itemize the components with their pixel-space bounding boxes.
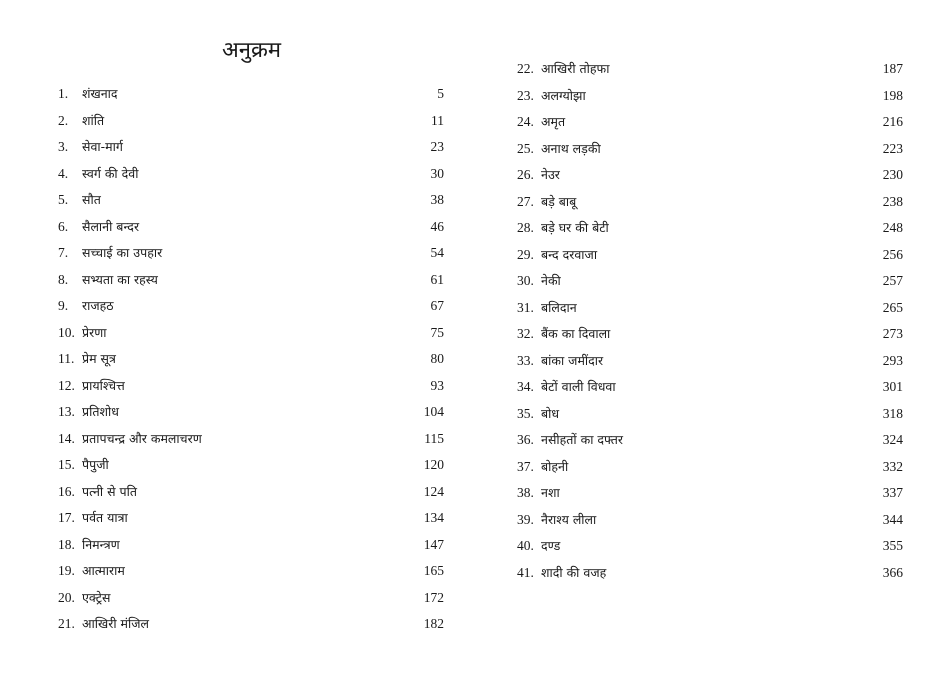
entry-number: 39. [517, 511, 534, 527]
entry-title: सभ्यता का रहस्य [82, 271, 158, 287]
entry-number: 12. [58, 377, 75, 393]
toc-entry [517, 192, 903, 219]
entry-page-number: 198 [882, 87, 903, 103]
entry-page-number: 134 [423, 510, 444, 525]
entry-title: पर्वत यात्रा [82, 510, 128, 525]
toc-entry [58, 296, 444, 323]
entry-page-number: 38 [430, 192, 444, 207]
toc-entry [517, 536, 903, 563]
toc-entry [517, 430, 903, 457]
entry-page-number: 165 [423, 563, 444, 578]
entry-page-number: 265 [882, 299, 903, 315]
page-title: अनुक्रम [222, 38, 282, 63]
entry-page-number: 187 [882, 61, 903, 76]
entry-page-number: 238 [882, 193, 903, 209]
entry-page-number: 23 [430, 139, 444, 154]
entry-number: 17. [58, 510, 75, 525]
entry-number: 1. [58, 86, 69, 101]
entry-page-number: 355 [882, 538, 903, 553]
entry-page-number: 257 [882, 273, 903, 288]
entry-title: अनाथ लड़की [541, 140, 601, 156]
toc-entry [517, 510, 903, 537]
entry-title: शादी की वजह [541, 564, 607, 580]
entry-title: बांका जमींदार [541, 352, 604, 368]
entry-page-number: 172 [423, 589, 444, 605]
entry-number: 26. [517, 167, 534, 182]
toc-entry [517, 563, 903, 590]
entry-number: 11. [58, 351, 75, 366]
toc-entry [517, 112, 903, 139]
entry-title: नेउर [541, 167, 560, 182]
entry-page-number: 54 [430, 245, 444, 260]
entry-number: 36. [517, 432, 534, 447]
entry-page-number: 216 [882, 114, 903, 129]
toc-entry [58, 164, 444, 191]
entry-title: राजहठ [82, 298, 114, 313]
entry-number: 30. [517, 273, 534, 288]
entry-page-number: 230 [882, 167, 903, 182]
entry-page-number: 248 [882, 220, 903, 235]
entry-title: बैंक का दिवाला [541, 326, 611, 341]
entry-title: बोहनी [541, 458, 569, 474]
entry-title: अमृत [541, 114, 566, 129]
entry-number: 21. [58, 616, 75, 631]
entry-number: 4. [58, 165, 69, 181]
toc-entry [58, 270, 444, 297]
entry-title: पत्नी से पति [82, 483, 137, 499]
entry-number: 5. [58, 192, 69, 207]
toc-entry [517, 59, 903, 86]
entry-page-number: 337 [882, 485, 903, 500]
entry-page-number: 5 [437, 86, 444, 101]
entry-number: 9. [58, 298, 69, 313]
toc-entry [58, 535, 444, 562]
entry-title: बड़े बाबू [541, 193, 577, 209]
entry-number: 13. [58, 404, 75, 419]
entry-number: 3. [58, 139, 69, 154]
toc-left-column [58, 84, 444, 641]
entry-number: 24. [517, 114, 534, 129]
entry-page-number: 256 [882, 246, 903, 262]
toc-entry [58, 402, 444, 429]
entry-page-number: 46 [430, 218, 444, 234]
entry-page-number: 273 [882, 326, 903, 341]
entry-number: 29. [517, 246, 534, 262]
entry-title: दण्ड [541, 538, 561, 553]
toc-right-column [517, 59, 903, 589]
entry-number: 16. [58, 483, 75, 499]
entry-number: 18. [58, 536, 75, 552]
entry-title: अलग्योझा [541, 87, 586, 103]
entry-page-number: 366 [882, 564, 903, 580]
entry-page-number: 75 [430, 324, 444, 340]
entry-title: बोध [541, 405, 560, 421]
entry-title: सेवा-मार्ग [82, 139, 123, 154]
entry-page-number: 182 [423, 616, 444, 631]
entry-number: 2. [58, 112, 69, 128]
entry-number: 33. [517, 352, 534, 368]
toc-entry [517, 86, 903, 113]
entry-title: नैराश्य लीला [541, 511, 597, 527]
entry-page-number: 93 [430, 377, 444, 393]
toc-entry [517, 404, 903, 431]
toc-entry [517, 351, 903, 378]
entry-page-number: 11 [431, 112, 444, 128]
entry-page-number: 344 [882, 511, 903, 527]
entry-title: स्वर्ग की देवी [82, 165, 139, 181]
toc-entry [58, 217, 444, 244]
toc-entry [58, 323, 444, 350]
toc-entry [58, 614, 444, 641]
entry-title: प्रायश्चित्त [82, 377, 125, 393]
toc-entry [58, 243, 444, 270]
entry-title: नसीहतों का दफ्तर [541, 432, 624, 447]
toc-entry [517, 245, 903, 272]
entry-number: 8. [58, 271, 69, 287]
toc-entry [517, 139, 903, 166]
entry-number: 34. [517, 379, 534, 394]
entry-number: 22. [517, 61, 534, 76]
entry-title: नेकी [541, 273, 561, 288]
entry-number: 31. [517, 299, 534, 315]
entry-title: आखिरी तोहफा [541, 61, 610, 76]
entry-title: प्रतापचन्द्र और कमलाचरण [82, 430, 202, 446]
entry-number: 35. [517, 405, 534, 421]
entry-page-number: 115 [424, 430, 444, 446]
entry-page-number: 30 [430, 165, 444, 181]
toc-entry [517, 218, 903, 245]
entry-title: एक्ट्रेस [82, 589, 111, 605]
entry-title: निमन्त्रण [82, 536, 120, 552]
entry-page-number: 332 [882, 458, 903, 474]
entry-title: आत्माराम [82, 563, 125, 578]
toc-entry [517, 165, 903, 192]
entry-title: प्रतिशोध [82, 404, 119, 419]
entry-title: पैपुजी [82, 457, 109, 472]
entry-page-number: 67 [430, 298, 444, 313]
entry-page-number: 80 [430, 351, 444, 366]
toc-entry [517, 271, 903, 298]
entry-page-number: 147 [423, 536, 444, 552]
entry-page-number: 301 [882, 379, 903, 394]
entry-page-number: 318 [882, 405, 903, 421]
entry-title: प्रेम सूत्र [82, 351, 116, 366]
toc-entry [58, 190, 444, 217]
entry-number: 28. [517, 220, 534, 235]
toc-entry [517, 298, 903, 325]
entry-number: 20. [58, 589, 75, 605]
entry-title: सच्चाई का उपहार [82, 245, 163, 260]
entry-number: 32. [517, 326, 534, 341]
entry-title: शांति [82, 112, 105, 128]
toc-entry [58, 429, 444, 456]
entry-number: 25. [517, 140, 534, 156]
toc-entry [517, 324, 903, 351]
entry-title: बड़े घर की बेटी [541, 220, 609, 235]
toc-entry [517, 457, 903, 484]
entry-page-number: 104 [423, 404, 444, 419]
entry-number: 14. [58, 430, 75, 446]
toc-entry [58, 84, 444, 111]
entry-title: प्रेरणा [82, 324, 107, 340]
entry-number: 38. [517, 485, 534, 500]
entry-page-number: 120 [423, 457, 444, 472]
entry-number: 37. [517, 458, 534, 474]
toc-entry [58, 111, 444, 138]
entry-title: शंखनाद [82, 86, 118, 101]
entry-title: सौत [82, 192, 101, 207]
toc-entry [517, 377, 903, 404]
toc-entry [58, 376, 444, 403]
toc-entry [58, 561, 444, 588]
entry-title: बलिदान [541, 299, 577, 315]
entry-number: 41. [517, 564, 534, 580]
entry-title: नशा [541, 485, 560, 500]
entry-title: सैलानी बन्दर [82, 218, 140, 234]
toc-entry [58, 588, 444, 615]
entry-number: 10. [58, 324, 75, 340]
toc-entry [58, 508, 444, 535]
entry-number: 23. [517, 87, 534, 103]
entry-title: बेटों वाली विधवा [541, 379, 616, 394]
entry-title: आखिरी मंजिल [82, 616, 150, 631]
entry-number: 40. [517, 538, 534, 553]
toc-entry [517, 483, 903, 510]
entry-number: 15. [58, 457, 75, 472]
entry-title: बन्द दरवाजा [541, 246, 598, 262]
toc-entry [58, 482, 444, 509]
entry-page-number: 324 [882, 432, 903, 447]
entry-page-number: 293 [882, 352, 903, 368]
toc-entry [58, 455, 444, 482]
toc-entry [58, 349, 444, 376]
entry-number: 27. [517, 193, 534, 209]
entry-page-number: 223 [882, 140, 903, 156]
entry-number: 6. [58, 218, 69, 234]
entry-number: 7. [58, 245, 69, 260]
entry-page-number: 61 [430, 271, 444, 287]
toc-entry [58, 137, 444, 164]
entry-page-number: 124 [423, 483, 444, 499]
entry-number: 19. [58, 563, 75, 578]
